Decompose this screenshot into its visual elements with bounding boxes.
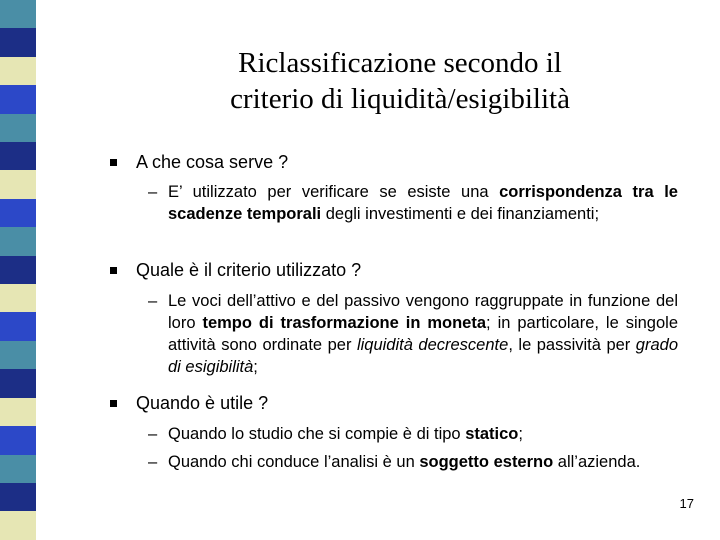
stripe-block <box>0 511 36 539</box>
text-run: Quando chi conduce l’analisi è un <box>168 453 420 471</box>
italic-text: liquidità decrescente <box>356 336 509 354</box>
sub-bullet-2-1 <box>148 290 678 378</box>
stripe-block <box>0 369 36 397</box>
sub-bullet-text <box>168 423 678 445</box>
text-run: E’ utilizzato per verificare se esiste una <box>168 183 500 201</box>
sub-bullet-text <box>168 451 678 473</box>
sub-bullet-3-1 <box>148 423 678 445</box>
stripe-block <box>0 455 36 483</box>
text-run: ; in particolare, le singole attività sono ordinate per <box>168 314 679 354</box>
bold-text: statico <box>465 425 519 443</box>
slide-title <box>100 45 700 117</box>
stripe-block <box>0 312 36 340</box>
stripe-block <box>0 398 36 426</box>
sub-bullet-3-2 <box>148 451 678 473</box>
dash-icon: – <box>148 183 158 201</box>
stripe-block <box>0 114 36 142</box>
bold-text: soggetto esterno <box>419 453 554 471</box>
page-number: 17 <box>679 496 694 511</box>
bold-text: tempo di trasformazione in moneta <box>202 314 487 332</box>
decorative-stripe <box>0 0 36 540</box>
stripe-block <box>0 426 36 454</box>
bullet-square-icon <box>110 159 117 166</box>
text-run: all’azienda. <box>553 453 641 471</box>
stripe-block <box>0 483 36 511</box>
sub-bullet-1-1 <box>148 181 678 225</box>
text-run: , le passività per <box>508 336 636 354</box>
stripe-block <box>0 256 36 284</box>
stripe-block <box>0 227 36 255</box>
stripe-block <box>0 0 36 28</box>
stripe-block <box>0 170 36 198</box>
stripe-block <box>0 341 36 369</box>
italic-text: grado di esigibilità <box>168 336 678 376</box>
text-run: ; <box>253 358 258 376</box>
title-line-2: criterio di liquidità/esigibilità <box>230 83 570 115</box>
bullet-text: Quale è il criterio utilizzato ? <box>136 260 362 280</box>
stripe-block <box>0 199 36 227</box>
text-run: Le voci dell’attivo e del passivo vengono raggruppate in funzione del loro <box>168 292 678 332</box>
stripe-block <box>0 28 36 56</box>
dash-icon: – <box>148 453 158 471</box>
stripe-block <box>0 85 36 113</box>
stripe-block <box>0 284 36 312</box>
dash-icon: – <box>148 292 158 310</box>
bullet-text: Quando è utile ? <box>136 393 269 413</box>
bold-text: corrispondenza tra le scadenze temporali <box>168 183 678 223</box>
text-run: ; <box>518 425 523 443</box>
bullet-text: A che cosa serve ? <box>136 152 289 172</box>
text-run: Quando lo studio che si compie è di tipo <box>168 425 466 443</box>
bullet-square-icon <box>110 267 117 274</box>
stripe-block <box>0 142 36 170</box>
bullet-square-icon <box>110 400 117 407</box>
sub-bullet-text <box>168 290 678 378</box>
dash-icon: – <box>148 425 158 443</box>
text-run: degli investimenti e dei finanziamenti; <box>321 205 600 223</box>
sub-bullet-text <box>168 181 678 225</box>
title-line-1: Riclassificazione secondo il <box>238 47 562 79</box>
stripe-block <box>0 57 36 85</box>
